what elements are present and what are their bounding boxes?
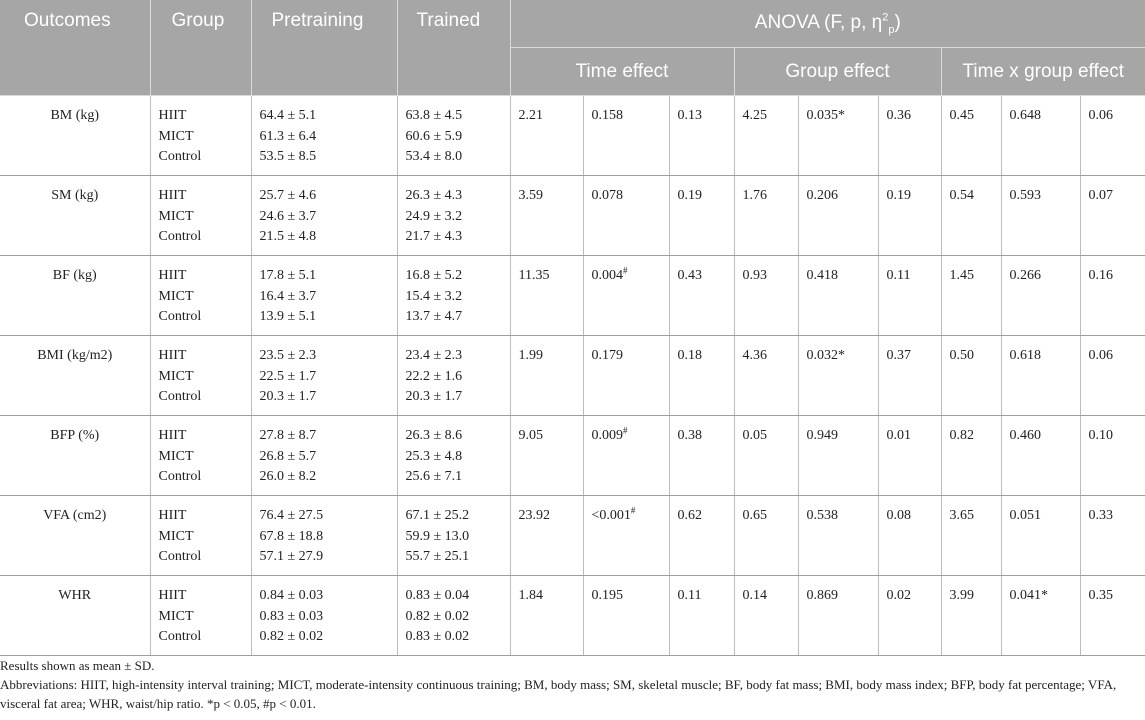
inter-p-value: 0.051: [1009, 508, 1041, 523]
pretraining-cell: [251, 336, 397, 416]
pretraining-cell: [251, 416, 397, 496]
time-p-value-cell: [583, 176, 669, 256]
time-f-value-cell: [510, 176, 583, 256]
trained-cell: [397, 336, 510, 416]
outcome-label: WHR: [58, 588, 92, 603]
time-eta-value: 0.13: [677, 108, 702, 123]
time-f-value: 23.92: [518, 508, 550, 523]
table-body: [0, 96, 1145, 656]
outcome-cell: [0, 496, 150, 576]
group-line: HIIT: [158, 268, 187, 283]
trained-line: 67.1 ± 25.2: [405, 508, 470, 523]
outcome-label: BF (kg): [52, 268, 97, 283]
inter-eta-value-cell: [1080, 416, 1145, 496]
group-p-value-cell: [798, 416, 878, 496]
header-trained: Trained: [397, 0, 510, 96]
outcome-cell: [0, 176, 150, 256]
pretraining-line: 20.3 ± 1.7: [259, 389, 317, 404]
time-p-value: 0.158: [591, 108, 623, 123]
time-eta-value: 0.18: [677, 348, 702, 363]
outcome-cell: [0, 416, 150, 496]
group-f-value: 0.65: [742, 508, 767, 523]
group-eta-value: 0.11: [886, 268, 911, 283]
pretraining-cell: [251, 256, 397, 336]
trained-cell: [397, 496, 510, 576]
anova-prefix: ANOVA (F, p, η: [754, 11, 883, 33]
pretraining-cell: [251, 176, 397, 256]
trained-line: 15.4 ± 3.2: [405, 288, 463, 304]
inter-eta-value-cell: [1080, 256, 1145, 336]
time-p-value: 0.009: [591, 428, 623, 443]
time-p-value-cell: [583, 96, 669, 176]
time-p-value: 0.179: [591, 348, 623, 363]
trained-line: 26.3 ± 4.3: [405, 188, 463, 203]
inter-p-value: 0.593: [1009, 188, 1041, 203]
group-p-value-cell: [798, 256, 878, 336]
group-cell: [150, 496, 251, 576]
table-footnotes: [0, 656, 1140, 713]
header-interaction-effect: Time x group effect: [941, 48, 1145, 96]
pretraining-line: 26.0 ± 8.2: [259, 469, 317, 484]
group-p-value: 0.418: [806, 268, 838, 283]
inter-p-value-cell: [1001, 336, 1080, 416]
group-line: HIIT: [158, 588, 187, 603]
inter-p-value: 0.266: [1009, 268, 1041, 283]
trained-cell: [397, 176, 510, 256]
group-line: MICT: [158, 288, 194, 304]
inter-p-value-cell: [1001, 416, 1080, 496]
group-cell: [150, 96, 251, 176]
group-line: HIIT: [158, 348, 187, 363]
outcome-cell: [0, 576, 150, 656]
inter-f-value: 0.82: [949, 428, 974, 443]
group-p-value: 0.032*: [806, 348, 845, 363]
trained-line: 55.7 ± 25.1: [405, 549, 470, 564]
trained-line: 13.7 ± 4.7: [405, 309, 463, 324]
group-eta-value-cell: [878, 256, 941, 336]
pretraining-line: 25.7 ± 4.6: [259, 188, 317, 203]
group-line: MICT: [158, 608, 194, 624]
trained-line: 0.83 ± 0.04: [405, 588, 470, 603]
time-p-value: 0.078: [591, 188, 623, 203]
table-row: [0, 576, 1145, 656]
group-line: Control: [158, 309, 202, 324]
trained-line: 16.8 ± 5.2: [405, 268, 463, 283]
inter-f-value-cell: [941, 336, 1001, 416]
inter-f-value-cell: [941, 96, 1001, 176]
group-line: Control: [158, 469, 202, 484]
trained-line: 26.3 ± 8.6: [405, 428, 463, 443]
time-p-value: <0.001: [591, 508, 631, 523]
pretraining-cell: [251, 576, 397, 656]
trained-line: 25.3 ± 4.8: [405, 448, 463, 464]
footnote-abbreviations: Abbreviations: HIIT, high-intensity interval training; MICT, moderate-intensity continuous training; BM, body mass; SM, skeletal muscle; BF, body fat mass; BMI, body mass index; BFP, body fat percentage; VFA, visceral fat area; WHR, waist/hip ratio. *p < 0.05, #p < 0.01.: [0, 677, 1117, 711]
inter-f-value-cell: [941, 256, 1001, 336]
group-f-value: 4.25: [742, 108, 767, 123]
pretraining-line: 24.6 ± 3.7: [259, 208, 317, 224]
time-eta-value: 0.43: [677, 268, 702, 283]
group-line: Control: [158, 389, 202, 404]
inter-p-value: 0.648: [1009, 108, 1041, 123]
group-cell: [150, 576, 251, 656]
group-cell: [150, 176, 251, 256]
time-f-value: 2.21: [518, 108, 543, 123]
time-p-value-cell: [583, 336, 669, 416]
inter-eta-value: 0.07: [1088, 188, 1113, 203]
time-eta-value-cell: [669, 496, 734, 576]
group-line: Control: [158, 229, 202, 244]
pretraining-line: 61.3 ± 6.4: [259, 128, 317, 144]
trained-cell: [397, 416, 510, 496]
group-eta-value: 0.19: [886, 188, 911, 203]
pretraining-line: 21.5 ± 4.8: [259, 229, 317, 244]
inter-p-value-cell: [1001, 576, 1080, 656]
table-header: [0, 0, 1145, 96]
pretraining-line: 0.84 ± 0.03: [259, 588, 324, 603]
time-f-value: 3.59: [518, 188, 543, 203]
group-p-value-cell: [798, 496, 878, 576]
group-line: MICT: [158, 368, 194, 384]
footnote-results: Results shown as mean ± SD.: [0, 658, 155, 673]
time-eta-value: 0.38: [677, 428, 702, 443]
group-f-value-cell: [734, 496, 798, 576]
time-eta-value: 0.19: [677, 188, 702, 203]
group-f-value-cell: [734, 176, 798, 256]
time-f-value-cell: [510, 496, 583, 576]
pretraining-cell: [251, 496, 397, 576]
group-p-value: 0.869: [806, 588, 838, 603]
pretraining-line: 16.4 ± 3.7: [259, 288, 317, 304]
time-f-value-cell: [510, 96, 583, 176]
significance-mark: #: [623, 425, 628, 436]
group-f-value-cell: [734, 256, 798, 336]
group-f-value-cell: [734, 416, 798, 496]
trained-line: 60.6 ± 5.9: [405, 128, 463, 144]
group-p-value-cell: [798, 96, 878, 176]
anova-suffix: ): [894, 11, 901, 33]
group-line: HIIT: [158, 188, 187, 203]
anova-sup: 2: [882, 11, 889, 24]
inter-p-value-cell: [1001, 256, 1080, 336]
outcome-cell: [0, 256, 150, 336]
pretraining-line: 26.8 ± 5.7: [259, 448, 317, 464]
group-eta-value: 0.08: [886, 508, 911, 523]
inter-f-value-cell: [941, 496, 1001, 576]
trained-line: 22.2 ± 1.6: [405, 368, 463, 384]
time-p-value-cell: [583, 576, 669, 656]
time-f-value-cell: [510, 336, 583, 416]
inter-f-value: 3.65: [949, 508, 974, 523]
group-line: MICT: [158, 208, 194, 224]
time-f-value: 9.05: [518, 428, 543, 443]
trained-line: 24.9 ± 3.2: [405, 208, 463, 224]
pretraining-line: 0.83 ± 0.03: [259, 608, 324, 624]
pretraining-line: 64.4 ± 5.1: [259, 108, 317, 123]
group-line: HIIT: [158, 508, 187, 523]
time-eta-value-cell: [669, 176, 734, 256]
header-group: Group: [150, 0, 251, 96]
inter-p-value: 0.618: [1009, 348, 1041, 363]
outcome-cell: [0, 336, 150, 416]
group-f-value: 4.36: [742, 348, 767, 363]
group-eta-value: 0.36: [886, 108, 911, 123]
group-eta-value-cell: [878, 496, 941, 576]
header-outcomes: Outcomes: [0, 0, 150, 96]
trained-line: 21.7 ± 4.3: [405, 229, 463, 244]
trained-line: 59.9 ± 13.0: [405, 528, 470, 544]
pretraining-line: 67.8 ± 18.8: [259, 528, 324, 544]
pretraining-line: 23.5 ± 2.3: [259, 348, 317, 363]
inter-eta-value-cell: [1080, 496, 1145, 576]
table-row: [0, 496, 1145, 576]
outcome-cell: [0, 96, 150, 176]
time-p-value-cell: [583, 496, 669, 576]
pretraining-line: 76.4 ± 27.5: [259, 508, 324, 523]
inter-f-value: 3.99: [949, 588, 974, 603]
header-anova: [510, 0, 1145, 48]
group-eta-value-cell: [878, 96, 941, 176]
group-f-value-cell: [734, 96, 798, 176]
group-p-value-cell: [798, 176, 878, 256]
time-f-value: 1.84: [518, 588, 543, 603]
group-p-value: 0.538: [806, 508, 838, 523]
group-eta-value-cell: [878, 176, 941, 256]
group-f-value: 0.93: [742, 268, 767, 283]
inter-eta-value-cell: [1080, 576, 1145, 656]
inter-p-value-cell: [1001, 496, 1080, 576]
group-line: MICT: [158, 448, 194, 464]
inter-eta-value-cell: [1080, 176, 1145, 256]
group-p-value: 0.035*: [806, 108, 845, 123]
group-eta-value-cell: [878, 576, 941, 656]
pretraining-line: 13.9 ± 5.1: [259, 309, 317, 324]
inter-f-value: 0.54: [949, 188, 974, 203]
time-f-value-cell: [510, 256, 583, 336]
group-line: MICT: [158, 128, 194, 144]
time-p-value: 0.195: [591, 588, 623, 603]
inter-f-value-cell: [941, 416, 1001, 496]
inter-eta-value: 0.35: [1088, 588, 1113, 603]
pretraining-line: 22.5 ± 1.7: [259, 368, 317, 384]
header-group-effect: Group effect: [734, 48, 941, 96]
group-cell: [150, 416, 251, 496]
pretraining-line: 53.5 ± 8.5: [259, 149, 317, 164]
significance-mark: #: [623, 265, 628, 276]
anova-sub: p: [888, 23, 895, 36]
table-row: [0, 416, 1145, 496]
time-p-value: 0.004: [591, 268, 623, 283]
inter-eta-value: 0.06: [1088, 108, 1113, 123]
inter-f-value: 1.45: [949, 268, 974, 283]
group-f-value: 0.14: [742, 588, 767, 603]
trained-cell: [397, 576, 510, 656]
inter-p-value-cell: [1001, 176, 1080, 256]
group-line: Control: [158, 149, 202, 164]
inter-eta-value-cell: [1080, 96, 1145, 176]
time-p-value-cell: [583, 256, 669, 336]
trained-line: 23.4 ± 2.3: [405, 348, 463, 363]
trained-line: 53.4 ± 8.0: [405, 149, 463, 164]
inter-eta-value: 0.16: [1088, 268, 1113, 283]
outcome-label: SM (kg): [51, 188, 99, 203]
pretraining-line: 17.8 ± 5.1: [259, 268, 317, 283]
time-eta-value-cell: [669, 256, 734, 336]
time-f-value-cell: [510, 416, 583, 496]
trained-line: 0.83 ± 0.02: [405, 629, 470, 644]
group-p-value: 0.949: [806, 428, 838, 443]
table-row: [0, 256, 1145, 336]
trained-cell: [397, 256, 510, 336]
pretraining-line: 57.1 ± 27.9: [259, 549, 324, 564]
inter-eta-value: 0.06: [1088, 348, 1113, 363]
pretraining-line: 0.82 ± 0.02: [259, 629, 324, 644]
group-cell: [150, 256, 251, 336]
group-f-value: 0.05: [742, 428, 767, 443]
inter-eta-value: 0.33: [1088, 508, 1113, 523]
time-f-value: 1.99: [518, 348, 543, 363]
time-f-value: 11.35: [518, 268, 550, 283]
time-eta-value-cell: [669, 576, 734, 656]
time-eta-value-cell: [669, 336, 734, 416]
table-row: [0, 96, 1145, 176]
group-line: HIIT: [158, 428, 187, 443]
group-line: HIIT: [158, 108, 187, 123]
group-eta-value-cell: [878, 416, 941, 496]
pretraining-cell: [251, 96, 397, 176]
group-p-value-cell: [798, 336, 878, 416]
group-eta-value-cell: [878, 336, 941, 416]
group-p-value: 0.206: [806, 188, 838, 203]
group-p-value-cell: [798, 576, 878, 656]
group-cell: [150, 336, 251, 416]
trained-line: 20.3 ± 1.7: [405, 389, 463, 404]
outcome-label: BMI (kg/m2): [37, 348, 113, 363]
header-time-effect: Time effect: [510, 48, 734, 96]
time-eta-value: 0.11: [677, 588, 702, 603]
trained-line: 25.6 ± 7.1: [405, 469, 463, 484]
inter-p-value: 0.460: [1009, 428, 1041, 443]
group-eta-value: 0.01: [886, 428, 911, 443]
inter-eta-value-cell: [1080, 336, 1145, 416]
inter-f-value-cell: [941, 176, 1001, 256]
outcome-label: BFP (%): [50, 428, 100, 443]
group-line: Control: [158, 549, 202, 564]
time-eta-value: 0.62: [677, 508, 702, 523]
group-line: Control: [158, 629, 202, 644]
trained-line: 63.8 ± 4.5: [405, 108, 463, 123]
time-f-value-cell: [510, 576, 583, 656]
header-pretraining: Pretraining: [251, 0, 397, 96]
outcome-label: BM (kg): [50, 108, 100, 123]
significance-mark: #: [630, 505, 636, 516]
inter-f-value: 0.50: [949, 348, 974, 363]
trained-line: 0.82 ± 0.02: [405, 608, 470, 624]
time-eta-value-cell: [669, 416, 734, 496]
group-line: MICT: [158, 528, 194, 544]
group-f-value: 1.76: [742, 188, 767, 203]
inter-p-value: 0.041*: [1009, 588, 1048, 603]
time-eta-value-cell: [669, 96, 734, 176]
group-f-value-cell: [734, 336, 798, 416]
table-row: [0, 176, 1145, 256]
inter-f-value: 0.45: [949, 108, 974, 123]
group-eta-value: 0.02: [886, 588, 911, 603]
trained-cell: [397, 96, 510, 176]
inter-p-value-cell: [1001, 96, 1080, 176]
table-row: [0, 336, 1145, 416]
inter-f-value-cell: [941, 576, 1001, 656]
time-p-value-cell: [583, 416, 669, 496]
group-eta-value: 0.37: [886, 348, 911, 363]
pretraining-line: 27.8 ± 8.7: [259, 428, 317, 443]
outcome-label: VFA (cm2): [43, 508, 107, 523]
group-f-value-cell: [734, 576, 798, 656]
inter-eta-value: 0.10: [1088, 428, 1113, 443]
